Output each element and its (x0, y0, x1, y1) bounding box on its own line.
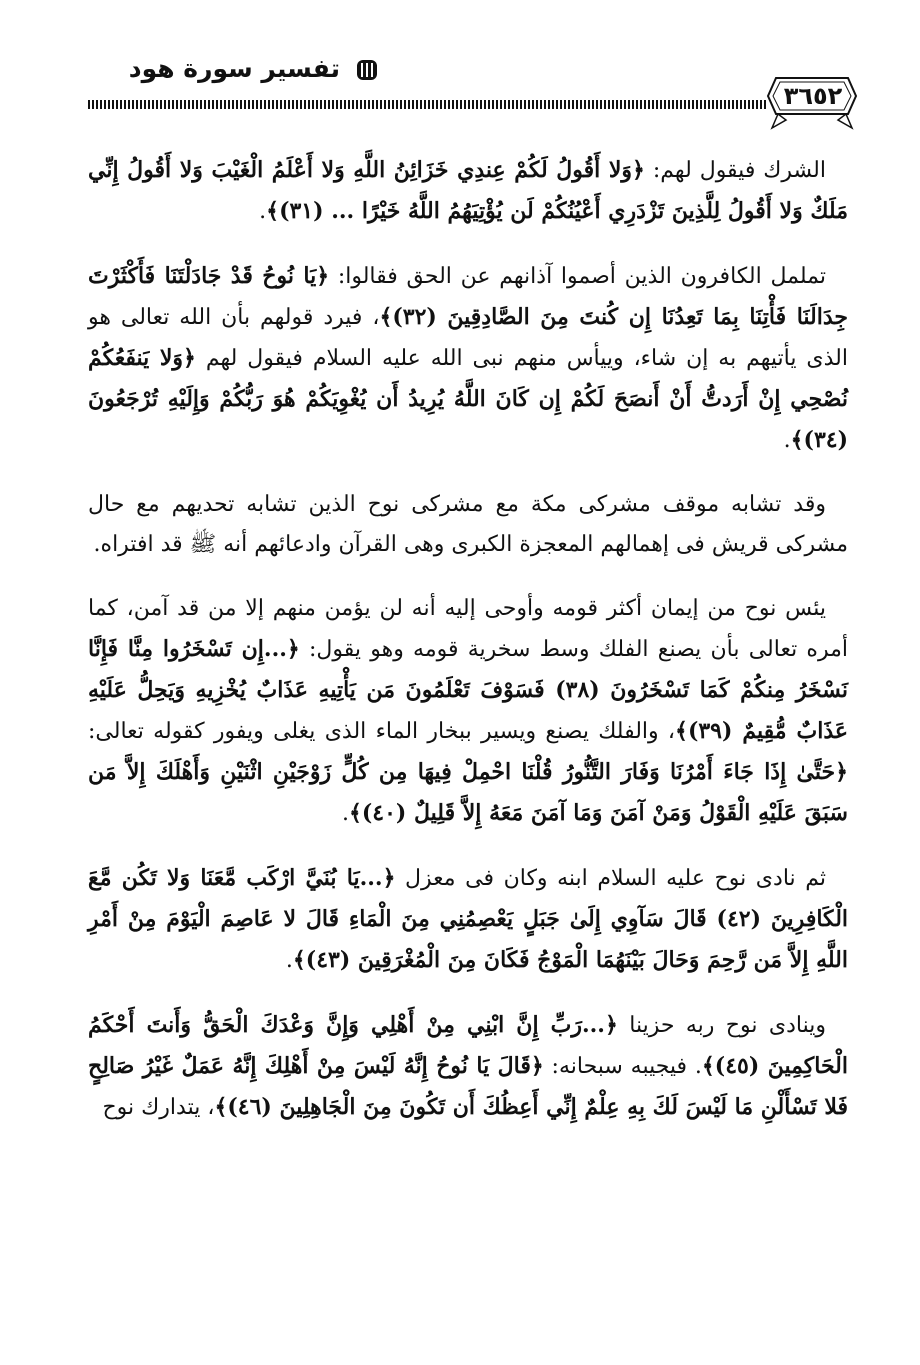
body-text: وينادى نوح ربه حزينا (617, 1013, 827, 1038)
page-body (88, 150, 848, 1152)
body-text: . (341, 801, 349, 826)
quran-quote: ﴿قَالَ يَا نُوحُ إِنَّهُ لَيْسَ مِنْ أَهْلِكَ إِنَّهُ عَمَلٌ غَيْرُ صَالِحٍ فَلا تَسْأَلْنِ مَا لَيْسَ لَكَ بِهِ عِلْمٌ إِنِّي أَعِظُكَ أَن تَكُونَ مِنَ الْجَاهِلِينَ (٤٦)﴾ (88, 1053, 848, 1120)
quran-quote: ﴿وَلا يَنفَعُكُمْ نُصْحِي إِنْ أَرَدتُّ أَنْ أَنصَحَ لَكُمْ إِن كَانَ اللَّهُ يُرِيدُ أَن يُغْوِيَكُمْ هُوَ رَبُّكُمْ وَإِلَيْهِ تُرْجَعُونَ (٣٤)﴾ (88, 345, 848, 453)
body-text: الشرك فيقول لهم: (644, 158, 826, 183)
body-text: . (259, 199, 267, 224)
paragraph-3 (88, 485, 848, 565)
paragraph-2 (88, 256, 848, 461)
body-text: وقد تشابه موقف مشركى مكة مع مشركى نوح الذين تشابه تحديهم مع حال مشركى قريش فى إهمالهم المعجزة الكبرى وهى القرآن وادعائهم أنه ﷺ قد افتراه. (88, 492, 848, 557)
quran-quote: ﴿وَلا أَقُولُ لَكُمْ عِندِي خَزَائِنُ اللَّهِ وَلا أَعْلَمُ الْغَيْبَ وَلا أَقُولُ إِنِّي مَلَكٌ وَلا أَقُولُ لِلَّذِينَ تَزْدَرِي أَعْيُنُكُمْ لَن يُؤْتِيَهُمُ اللَّهُ خَيْرًا ... (٣١)﴾ (88, 157, 848, 224)
quran-quote: ﴿يَا نُوحُ قَدْ جَادَلْتَنَا فَأَكْثَرْتَ جِدَالَنَا فَأْتِنَا بِمَا تَعِدُنَا إِن كُنتَ مِنَ الصَّادِقِينَ (٣٢)﴾ (88, 263, 849, 330)
body-text: ، والفلك يصنع ويسير ببخار الماء الذى يغلى ويفور كقوله تعالى: (88, 719, 676, 744)
quran-quote: ﴿حَتَّىٰ إِذَا جَاءَ أَمْرُنَا وَفَارَ التَّنُّورُ قُلْنَا احْمِلْ فِيهَا مِن كُلٍّ زَوْجَيْنِ اثْنَيْنِ وَأَهْلَكَ إِلاَّ مَن سَبَقَ عَلَيْهِ الْقَوْلُ وَمَنْ آمَنَ وَمَا آمَنَ مَعَهُ إِلاَّ قَلِيلٌ (٤٠)﴾ (88, 759, 848, 826)
running-title: تفسير سورة هود (128, 54, 340, 83)
paragraph-5 (88, 858, 848, 981)
page-number: ٣٦٥٢ (783, 82, 843, 110)
body-text: ، يتدارك نوح (102, 1095, 215, 1120)
page-header (0, 0, 920, 130)
quran-quote: ﴿...يَا بُنَيَّ ارْكَب مَّعَنَا وَلا تَكُن مَّعَ الْكَافِرِينَ (٤٢) قَالَ سَآوِي إِلَىٰ جَبَلٍ يَعْصِمُنِي مِنَ الْمَاءِ قَالَ لا عَاصِمَ الْيَوْمَ مِنْ أَمْرِ اللَّهِ إِلاَّ مَن رَّحِمَ وَحَالَ بَيْنَهُمَا الْمَوْجُ فَكَانَ مِنَ الْمُغْرَقِينَ (٤٣)﴾ (88, 865, 849, 973)
paragraph-4 (88, 589, 848, 834)
quran-quote: ﴿...إِن تَسْخَرُوا مِنَّا فَإِنَّا نَسْخَرُ مِنكُمْ كَمَا تَسْخَرُونَ (٣٨) فَسَوْفَ تَعْلَمُونَ مَن يَأْتِيهِ عَذَابٌ يُخْزِيهِ وَيَحِلُّ عَلَيْهِ عَذَابٌ مُّقِيمٌ (٣٩)﴾ (88, 636, 848, 744)
header-rule (88, 100, 768, 109)
body-text: . (285, 948, 293, 973)
body-text: . فيجيبه سبحانه: (543, 1054, 702, 1079)
paragraph-6 (88, 1005, 848, 1128)
quran-quote: ﴿...رَبِّ إِنَّ ابْنِي مِنْ أَهْلِي وَإِنَّ وَعْدَكَ الْحَقُّ وَأَنتَ أَحْكَمُ الْحَاكِمِينَ (٤٥)﴾ (88, 1012, 848, 1079)
body-text: ، فيرد قولهم بأن الله تعالى هو الذى يأتيهم به إن شاء، وييأس منهم نبى الله عليه السلام فيقول لهم (88, 305, 848, 371)
paragraph-1 (88, 150, 848, 232)
body-text: ثم نادى نوح عليه السلام ابنه وكان فى معزل (395, 866, 826, 891)
body-text: تململ الكافرون الذين أصموا آذانهم عن الحق فقالوا: (329, 264, 826, 289)
body-text: . (783, 428, 791, 453)
body-text: يئس نوح من إيمان أكثر قومه وأوحى إليه أنه لن يؤمن منهم إلا من قد آمن، كما أمره تعالى بأن يصنع الفلك وسط سخرية قومه وهو يقول: (88, 596, 848, 662)
ornament-icon (354, 58, 380, 82)
